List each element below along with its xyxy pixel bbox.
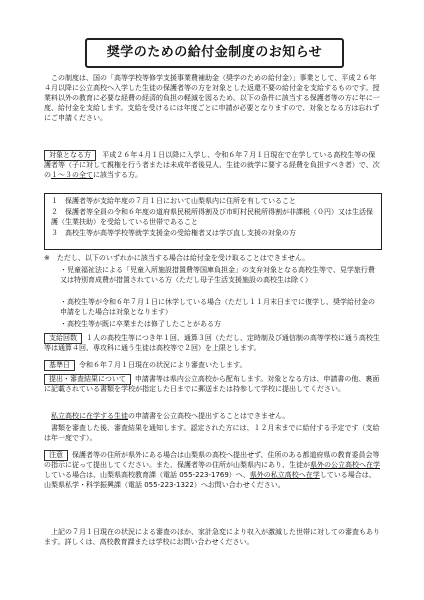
submit-label: 提出・審査結果について bbox=[44, 374, 131, 385]
footer-note: 上記の７月１日現在の状況による審査のほか、家計急変により収入が激減した世帯に対しての審査もあります。詳しくは、高校教育課または学校にお問い合わせください。 bbox=[44, 528, 380, 546]
base-date-label: 基準日 bbox=[44, 360, 75, 371]
condition-item bbox=[51, 197, 375, 207]
caution-underline-2: 県外の私立高校へ在学 bbox=[249, 471, 320, 480]
private-underline: 私立高校に在学する生徒 bbox=[51, 412, 128, 420]
condition-number: ２ bbox=[51, 208, 58, 216]
submit-section bbox=[44, 374, 380, 395]
target-text: 平成２６年４月１日以降に入学し、令和６年７月１日現在で在学している高校生等の保護者等（子に対して親権を行う者または未成年者後見人、生徒の就学に要する経費を負担すべき者）で、次の bbox=[44, 151, 380, 180]
payment-section bbox=[44, 333, 380, 354]
condition-number: １ bbox=[51, 197, 58, 205]
caution-label: 注意 bbox=[44, 450, 68, 461]
note-item: ・児童福祉法による「児童入所施設措置費等国庫負担金」の支弁対象となる高校生等で、見学旅行費又は特別育成費が措置されている方（ただし母子生活支援施設の高校生は除く） bbox=[60, 266, 375, 284]
condition-item bbox=[51, 229, 375, 239]
caution-text-2: している場合は、山梨県高校教育課（電話 055-223-1769）へ、 bbox=[44, 471, 250, 480]
caution-section bbox=[44, 450, 380, 491]
title-box bbox=[85, 38, 344, 68]
note-item: ・高校生等が既に卒業または修了したことがある方 bbox=[60, 320, 221, 328]
condition-number: ３ bbox=[51, 229, 58, 237]
condition-text: 保護者等全員の令和６年度の道府県民税所得割及び市町村民税所得割が非課税（０円）又は生活保護（生業扶助）を受給している世帯であること bbox=[51, 208, 373, 226]
condition-text: 保護者等が支給年度の７月１日において山梨県内に住所を有していること bbox=[65, 197, 296, 205]
condition-item bbox=[51, 208, 375, 228]
target-label: 対象となる方 bbox=[44, 150, 96, 161]
result-note: 書類を審査した後、審査結果を通知します。認定された方には、１２月末までに給付する予定です（支給は年一度です）。 bbox=[44, 424, 380, 442]
base-date-text: 令和６年７月１日現在の状況により審査いたします。 bbox=[79, 361, 247, 369]
caution-underline-1: 県外の公立高校へ在学 bbox=[310, 461, 380, 470]
caution-text: 保護者等の住所が県外にある場合は山梨県の高校へ提出せず、住所のある都道府県の教育委員会等の指示に従って提出してください。また、保護者等の住所が山梨県内にあり、生徒が bbox=[44, 451, 380, 470]
note-item: ・高校生等が令和６年７月１日に休学している場合（ただし１１月末日までに復学し、奨学給付金の申請をした場合は対象となります） bbox=[60, 298, 375, 316]
target-text-end: に該当する方。 bbox=[93, 171, 142, 180]
base-date-section bbox=[44, 360, 380, 371]
conditions-box bbox=[44, 193, 382, 250]
payment-text: １人の高校生等につき年１回、通算３回（ただし、定時制及び通信制の高等学校に通う高校生等は通算４回、専攻科に通う生徒は高校等で２回）を上限とします。 bbox=[44, 334, 380, 353]
submit-text: 申請書等は県内公立高校から配布します。対象となる方は、申請書の他、裏面に記載されている書類を学校が指定した日までに郵送または持参して学校に提出してください。 bbox=[44, 375, 380, 394]
target-text-underline: １〜３の全て bbox=[51, 171, 93, 180]
private-text: の申請書を公立高校へ提出することはできません。 bbox=[128, 412, 290, 420]
intro-paragraph: この制度は、国の「高等学校等修学支援事業費補助金（奨学のための給付金）」事業として、平成２６年４月以降に公立高校へ入学した生徒の保護者等の方を対象とした返還不要の給付金を支給するものです。授業料以外の教育に必要な経費の経済的負担の軽減を図るため、以下の条件に該当する保護者等の方に年に一度、給付金を支給します。支給を受けるには年度ごとに申請が必要となりますので、対象となる方は忘れずにご申請ください。 bbox=[44, 74, 380, 122]
private-school-note bbox=[44, 412, 380, 422]
caution-text-3: している場合は、山梨県私学・科学振興課（電話 055-223-1322）へお問い合わせください。 bbox=[44, 471, 376, 489]
target-section bbox=[44, 150, 380, 181]
condition-text: 高校生等が高等学校等就学支援金の受給権者又は学び直し支援の対象の方 bbox=[65, 229, 296, 237]
payment-label: 支給回数 bbox=[44, 333, 82, 344]
page-title: 奨学のための給付金制度のお知らせ bbox=[106, 44, 323, 60]
note-heading: ※ ただし、以下のいずれかに該当する場合は給付金を受け取ることはできません。 bbox=[44, 254, 310, 262]
